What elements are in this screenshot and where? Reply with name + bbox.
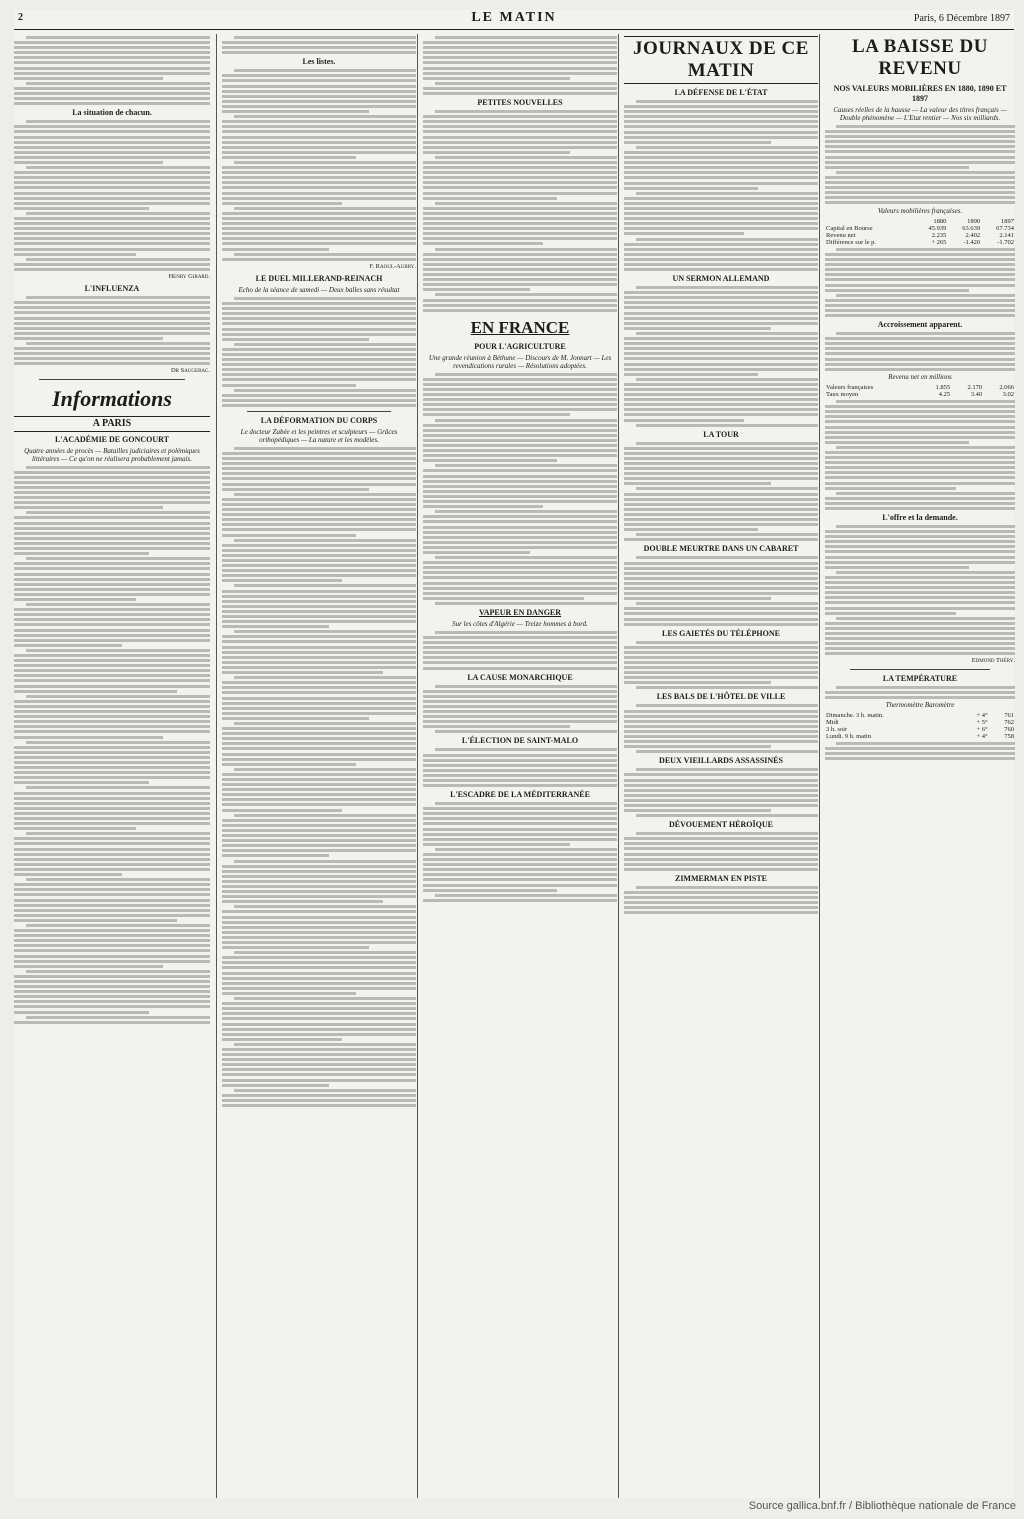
article-heading: LA DÉFENSE DE L'ÉTAT	[674, 88, 768, 97]
table-row: Revenu net 2.235 2.402 2.141	[826, 231, 1014, 239]
article-body	[14, 120, 210, 271]
article-body	[624, 768, 818, 817]
article-body	[222, 69, 416, 260]
year-header: 1890	[967, 217, 981, 225]
article-body	[825, 400, 1015, 510]
section-heading: L'offre et la demande.	[882, 513, 958, 522]
article-heading: LA CAUSE MONARCHIQUE	[467, 672, 573, 682]
issue-date: Paris, 6 Décembre 1897	[913, 13, 1010, 24]
section-heading: A PARIS	[14, 416, 210, 432]
divider	[850, 669, 990, 670]
table-row: Capital en Bourse 45.939 63.639 67.734	[826, 224, 1014, 232]
article-heading: LES GAIETÉS DU TÉLÉPHONE	[662, 628, 780, 638]
divider	[247, 411, 391, 412]
section-heading: JOURNAUX DE CE MATIN	[624, 36, 818, 84]
column-3	[417, 34, 620, 1498]
article-body	[624, 704, 818, 753]
article-heading: L'ESCADRE DE LA MÉDITERRANÉE	[450, 790, 590, 800]
article-body	[423, 631, 617, 670]
article-title: LA BAISSE DU REVENU	[852, 36, 988, 79]
section-heading: Accroissement apparent.	[877, 320, 963, 330]
page-header	[14, 10, 1014, 28]
article-subheading: Echo de la séance de samedi — Deux balles sans résultat	[238, 285, 400, 294]
article-heading: ZIMMERMAN EN PISTE	[674, 873, 767, 883]
article-signature: F. Raoul-Aubry.	[369, 262, 416, 270]
article-subheading: Quatre années de procès — Batailles judiciaires et polémiques littéraires — Ce qu'on ne réalisera probablement jamais.	[24, 446, 200, 463]
column-5	[819, 34, 1015, 1498]
article-heading: LES BALS DE L'HÔTEL DE VILLE	[656, 692, 786, 702]
article-heading: LA TOUR	[703, 429, 739, 439]
column-1	[14, 34, 213, 1498]
newspaper-page	[14, 10, 1014, 1498]
article-body	[825, 125, 1015, 204]
article-body	[423, 110, 617, 312]
article-heading: PETITES NOUVELLES	[477, 98, 563, 108]
article-body	[624, 286, 818, 427]
article-subheading: Causes réelles de la hausse — La valeur des titres français — Double phénomène — L'Etat rentier — Nos six milliards.	[833, 106, 1007, 122]
temperature-table	[825, 712, 1015, 740]
article-heading: L'ÉLECTION DE SAINT-MALO	[461, 736, 579, 746]
article-body	[222, 447, 416, 1107]
article-body	[624, 100, 818, 271]
table-row: Valeurs françaises 1.855 2.170 2.066	[826, 383, 1014, 391]
article-body	[14, 466, 210, 1024]
columns	[14, 34, 1014, 1498]
article-signature: Edmond Théry.	[971, 657, 1015, 665]
column-2	[216, 34, 419, 1498]
article-body	[825, 332, 1015, 371]
article-body	[624, 886, 818, 914]
table-caption: Revenu net en millions	[888, 372, 952, 381]
article-body	[825, 525, 1015, 655]
article-body	[222, 36, 416, 54]
page-number: 2	[18, 12, 23, 23]
article-body	[825, 686, 1015, 699]
article-body	[624, 832, 818, 871]
article-heading: DOUBLE MEURTRE DANS UN CABARET	[643, 544, 799, 554]
article-signature: Dr Saugerac.	[170, 367, 210, 375]
article-heading: LE DUEL MILLERAND-REINACH	[255, 273, 383, 283]
article-heading: DEUX VIEILLARDS ASSASSINÉS	[659, 756, 783, 766]
article-body	[222, 297, 416, 407]
article-body	[423, 685, 617, 734]
article-body	[624, 442, 818, 542]
article-heading: UN SERMON ALLEMAND	[672, 274, 770, 284]
article-subheading: Le docteur Zabée et les peintres et sculpteurs — Grâces orthopédiques — La nature et les modèles.	[240, 427, 398, 444]
revenue-table	[825, 218, 1015, 246]
article-heading: LA TEMPÉRATURE	[882, 673, 958, 683]
section-heading: La situation de chacun.	[72, 108, 152, 118]
newspaper-title: LE MATIN	[471, 10, 557, 25]
table-row: Taux moyen 4.25 3.40 3.02	[826, 390, 1014, 398]
table-row: Midi + 5° 762	[826, 718, 1014, 726]
article-body	[423, 36, 617, 95]
article-subheading: NOS VALEURS MOBILIÈRES EN 1880, 1890 ET 1897	[833, 84, 1007, 103]
article-heading: DÉVOUEMENT HÉROÏQUE	[669, 820, 773, 830]
table-caption: Thermomètre Baromètre	[885, 700, 955, 709]
article-heading: LA DÉFORMATION DU CORPS	[260, 415, 378, 425]
article-heading: POUR L'AGRICULTURE	[474, 341, 566, 351]
article-subheading: Une grande réunion à Béthune — Discours de M. Jonnart — Les revendications rurales — Résolutions adoptées.	[428, 353, 612, 370]
article-body	[624, 641, 818, 690]
table-caption: Valeurs mobilières françaises.	[877, 206, 963, 215]
section-heading: Les listes.	[302, 57, 336, 67]
article-heading: VAPEUR EN DANGER	[478, 607, 562, 617]
section-heading: EN FRANCE	[470, 317, 570, 337]
article-body	[423, 373, 617, 605]
article-heading: L'ACADÉMIE DE GONCOURT	[55, 434, 169, 444]
article-body	[825, 742, 1015, 760]
year-header: 1897	[1001, 217, 1014, 225]
column-4	[618, 34, 821, 1498]
article-body	[624, 556, 818, 625]
section-title: Informations	[52, 385, 172, 411]
net-revenue-table	[825, 384, 1015, 398]
article-body	[14, 296, 210, 365]
article-subheading: Sur les côtes d'Algérie — Treize hommes à bord.	[452, 619, 588, 628]
article-heading: L'INFLUENZA	[84, 284, 140, 294]
source-credit: Source gallica.bnf.fr / Bibliothèque nationale de France	[748, 1500, 1016, 1512]
year-header: 1880	[933, 217, 947, 225]
article-body	[423, 802, 617, 902]
header-rule	[14, 29, 1014, 30]
article-signature: Henry Girard.	[168, 273, 210, 281]
divider	[39, 379, 185, 380]
table-row: Différence sur le p. + 265 -1.420 -1.702	[826, 238, 1014, 246]
article-body	[825, 248, 1015, 317]
table-row: Dimanche. 3 h. matin. + 4° 761	[826, 711, 1014, 719]
article-body	[14, 36, 210, 105]
table-row: Lundi. 9 h. matin + 4° 758	[826, 733, 1014, 741]
article-body	[423, 748, 617, 787]
table-row: 3 h. soir + 6° 760	[826, 726, 1014, 733]
